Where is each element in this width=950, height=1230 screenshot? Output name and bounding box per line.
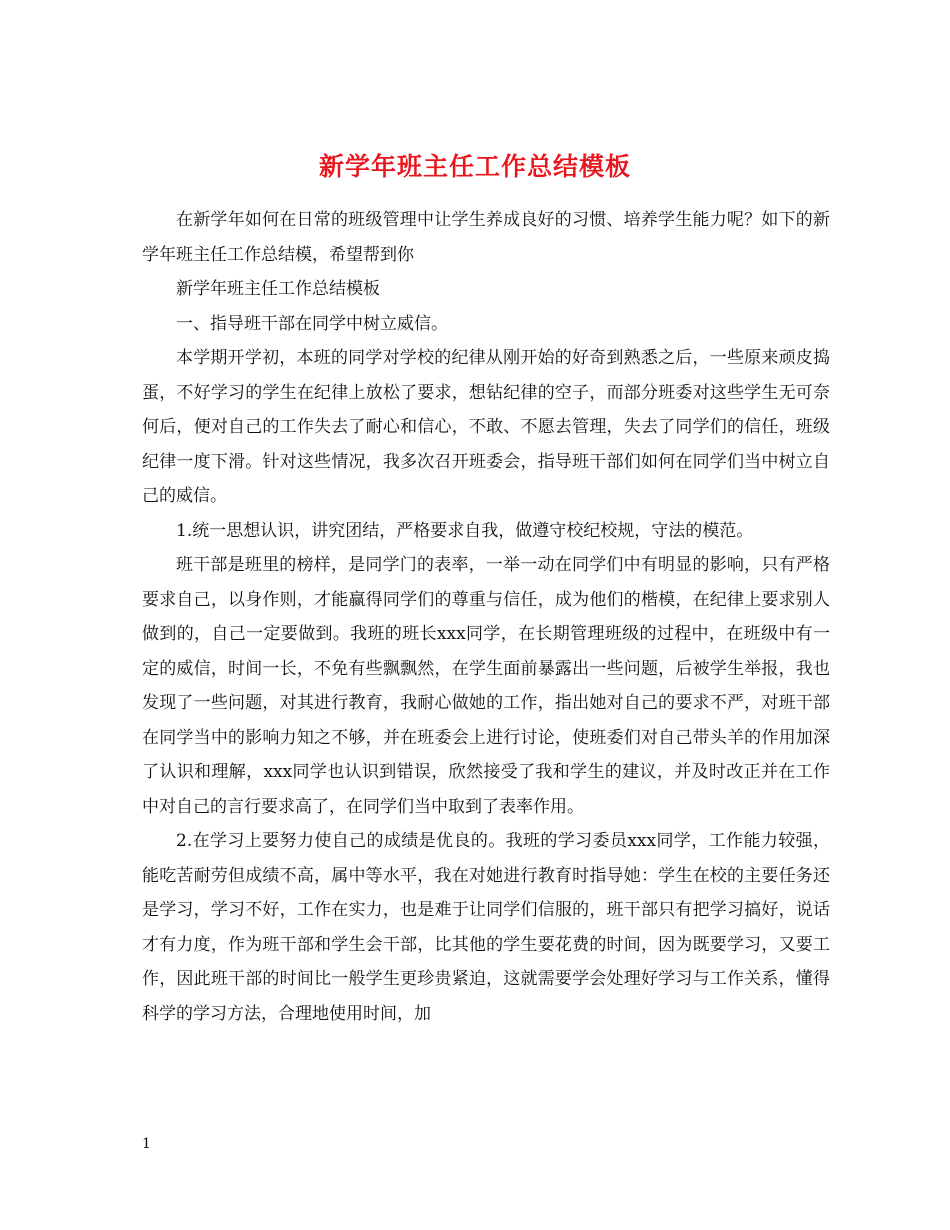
numbered-point: 2.在学习上要努力使自己的成绩是优良的。我班的学习委员xxx同学，工作能力较强，能吃苦耐劳但成绩不高，属中等水平，我在对她进行教育时指导她：学生在校的主要任务还是学习，学习不好，工作在实力，也是难于让同学们信服的，班干部只有把学习搞好，说话才有力度，作为班干部和学生会干部，比其他的学生要花费的时间，因为既要学习，又要工作，因此班干部的时间比一般学生更珍贵紧迫，这就需要学会处理好学习与工作关系，懂得科学的学习方法，合理地使用时间，加 xyxy=(142,831,830,1024)
page-title: 新学年班主任工作总结模板 xyxy=(318,151,631,181)
page-number: 1 xyxy=(142,1136,151,1152)
body-paragraph: 班干部是班里的榜样，是同学门的表率，一举一动在同学们中有明显的影响，只有严格要求自己，以身作则，才能赢得同学们的尊重与信任，成为他们的楷模，在纪律上要求别人做到的，自己一定要做到。我班的班长xxx同学，在长期管理班级的过程中，在班级中有一定的威信，时间一长，不免有些飘飘然，在学生面前暴露出一些问题，后被学生举报，我也发现了一些问题，对其进行教育，我耐心做她的工作，指出她对自己的要求不严，对班干部在同学当中的影响力知之不够，并在班委会上进行讨论，使班委们对自己带头羊的作用加深了认识和理解，xxx同学也认识到错误，欣然接受了我和学生的建议，并及时改正并在工作中对自己的言行要求高了，在同学们当中取到了表率作用。 xyxy=(142,555,830,817)
subtitle-paragraph: 新学年班主任工作总结模板 xyxy=(176,279,380,299)
document-body xyxy=(142,203,830,1031)
numbered-point: 1.统一思想认识，讲究团结，严格要求自我，做遵守校纪校规，守法的模范。 xyxy=(176,520,754,541)
intro-paragraph: 在新学年如何在日常的班级管理中让学生养成良好的习惯、培养学生能力呢？如下的新学年班主任工作总结模，希望帮到你 xyxy=(142,210,830,265)
body-paragraph: 本学期开学初，本班的同学对学校的纪律从刚开始的好奇到熟悉之后，一些原来顽皮捣蛋，不好学习的学生在纪律上放松了要求，想钻纪律的空子，而部分班委对这些学生无可奈何后，便对自己的工作失去了耐心和信心，不敢、不愿去管理，失去了同学们的信任，班级纪律一度下滑。针对这些情况，我多次召开班委会，指导班干部们如何在同学们当中树立自己的威信。 xyxy=(142,348,830,506)
section-heading: 一、指导班干部在同学中树立威信。 xyxy=(176,313,448,334)
